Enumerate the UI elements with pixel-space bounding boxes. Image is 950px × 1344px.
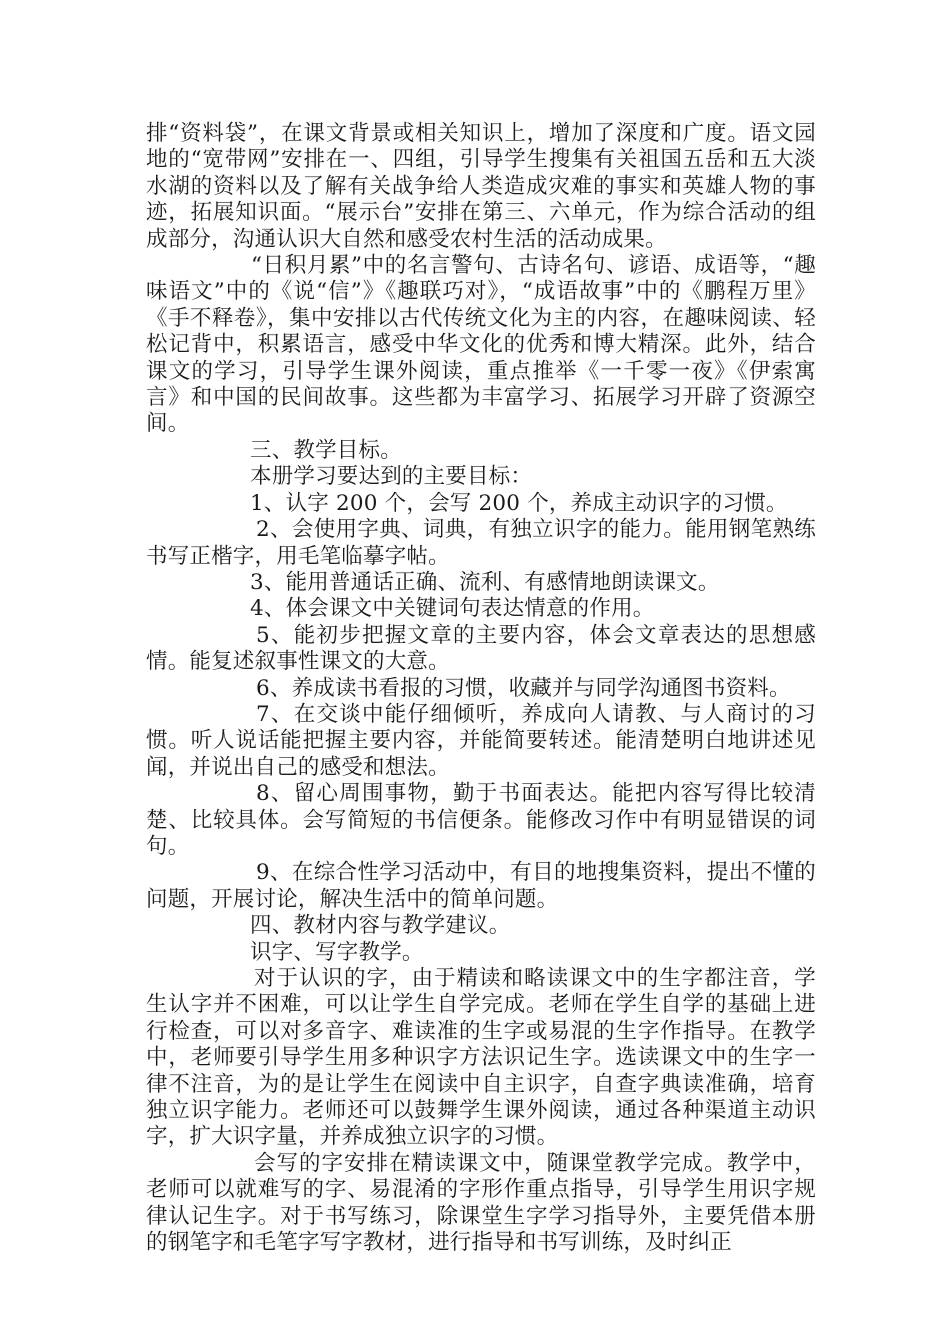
paragraph-reading-instruction: 对于认识的字，由于精读和略读课文中的生字都注音，学生认字并不困难，可以让学生自学完成。老师在学生自学的基础上进行检查，可以对多音字、难读准的生字或易混的生字作指导。在教学中，老师要引导学生用多种识字方法识记生字。选读课文中的生字一律不注音，为的是让学生在阅读中自主识字，自查字典读准确，培育独立识字能力。老师还可以鼓舞学生课外阅读，通过各种渠道主动识字，扩大识字量，并养成独立识字的习惯。 <box>146 966 816 1150</box>
goal-item-3: 3、能用普通话正确、流利、有感情地朗读课文。 <box>250 569 720 595</box>
subsection-heading-literacy: 识字、写字教学。 <box>250 939 424 965</box>
paragraph-accumulation: “日积月累”中的名言警句、古诗名句、谚语、成语等，“趣味语文”中的《说“信”》《趣联巧对》，“成语故事”中的《鹏程万里》《手不释卷》，集中安排以古代传统文化为主的内容，在趣味阅读、轻松记背中，积累语言，感受中华文化的优秀和博大精深。此外，结合课文的学习，引导学生课外阅读，重点推举《一千零一夜》《伊索寓言》和中国的民间故事。这些都为丰富学习、拓展学习开辟了资源空间。 <box>146 253 816 437</box>
document-body <box>146 121 816 1256</box>
goal-item-1: 1、认字 200 个，会写 200 个，养成主动识字的习惯。 <box>250 490 788 516</box>
goal-item-4: 4、体会课文中关键词句表达情意的作用。 <box>250 596 655 622</box>
section-heading-content: 四、教材内容与教学建议。 <box>250 913 511 939</box>
goal-item-2: 2、会使用字典、词典，有独立识字的能力。能用钢笔熟练书写正楷字，用毛笔临摹字帖。 <box>146 517 816 569</box>
goal-item-7: 7、在交谈中能仔细倾听，养成向人请教、与人商讨的习惯。听人说话能把握主要内容，并能简要转述。能清楚明白地讲述见闻，并说出自己的感受和想法。 <box>146 701 816 780</box>
section-heading-goals: 三、教学目标。 <box>250 437 402 463</box>
goal-item-9: 9、在综合性学习活动中，有目的地搜集资料，提出不懂的问题，开展讨论，解决生活中的简单问题。 <box>146 860 816 912</box>
paragraph-resources-intro: 排“资料袋”，在课文背景或相关知识上，增加了深度和广度。语文园地的“宽带网”安排在一、四组，引导学生搜集有关祖国五岳和五大淡水湖的资料以及了解有关战争给人类造成灾难的事实和英雄人物的事迹，拓展知识面。“展示台”安排在第三、六单元，作为综合活动的组成部分，沟通认识大自然和感受农村生活的活动成果。 <box>146 121 816 252</box>
goal-item-5: 5、能初步把握文章的主要内容，体会文章表达的思想感情。能复述叙事性课文的大意。 <box>146 622 816 675</box>
goal-item-8: 8、留心周围事物，勤于书面表达。能把内容写得比较清楚、比较具体。会写简短的书信便条。能修改习作中有明显错误的词句。 <box>146 781 816 859</box>
goals-intro: 本册学习要达到的主要目标： <box>250 464 533 490</box>
paragraph-writing-instruction: 会写的字安排在精读课文中，随课堂教学完成。教学中，老师可以就难写的字、易混淆的字形作重点指导，引导学生用识字规律认记生字。对于书写练习，除课堂生字学习指导外，主要凭借本册的钢笔字和毛笔字写字教材，进行指导和书写训练，及时纠正 <box>146 1150 816 1256</box>
goal-item-6: 6、养成读书看报的习惯，收藏并与同学沟通图书资料。 <box>256 675 791 701</box>
